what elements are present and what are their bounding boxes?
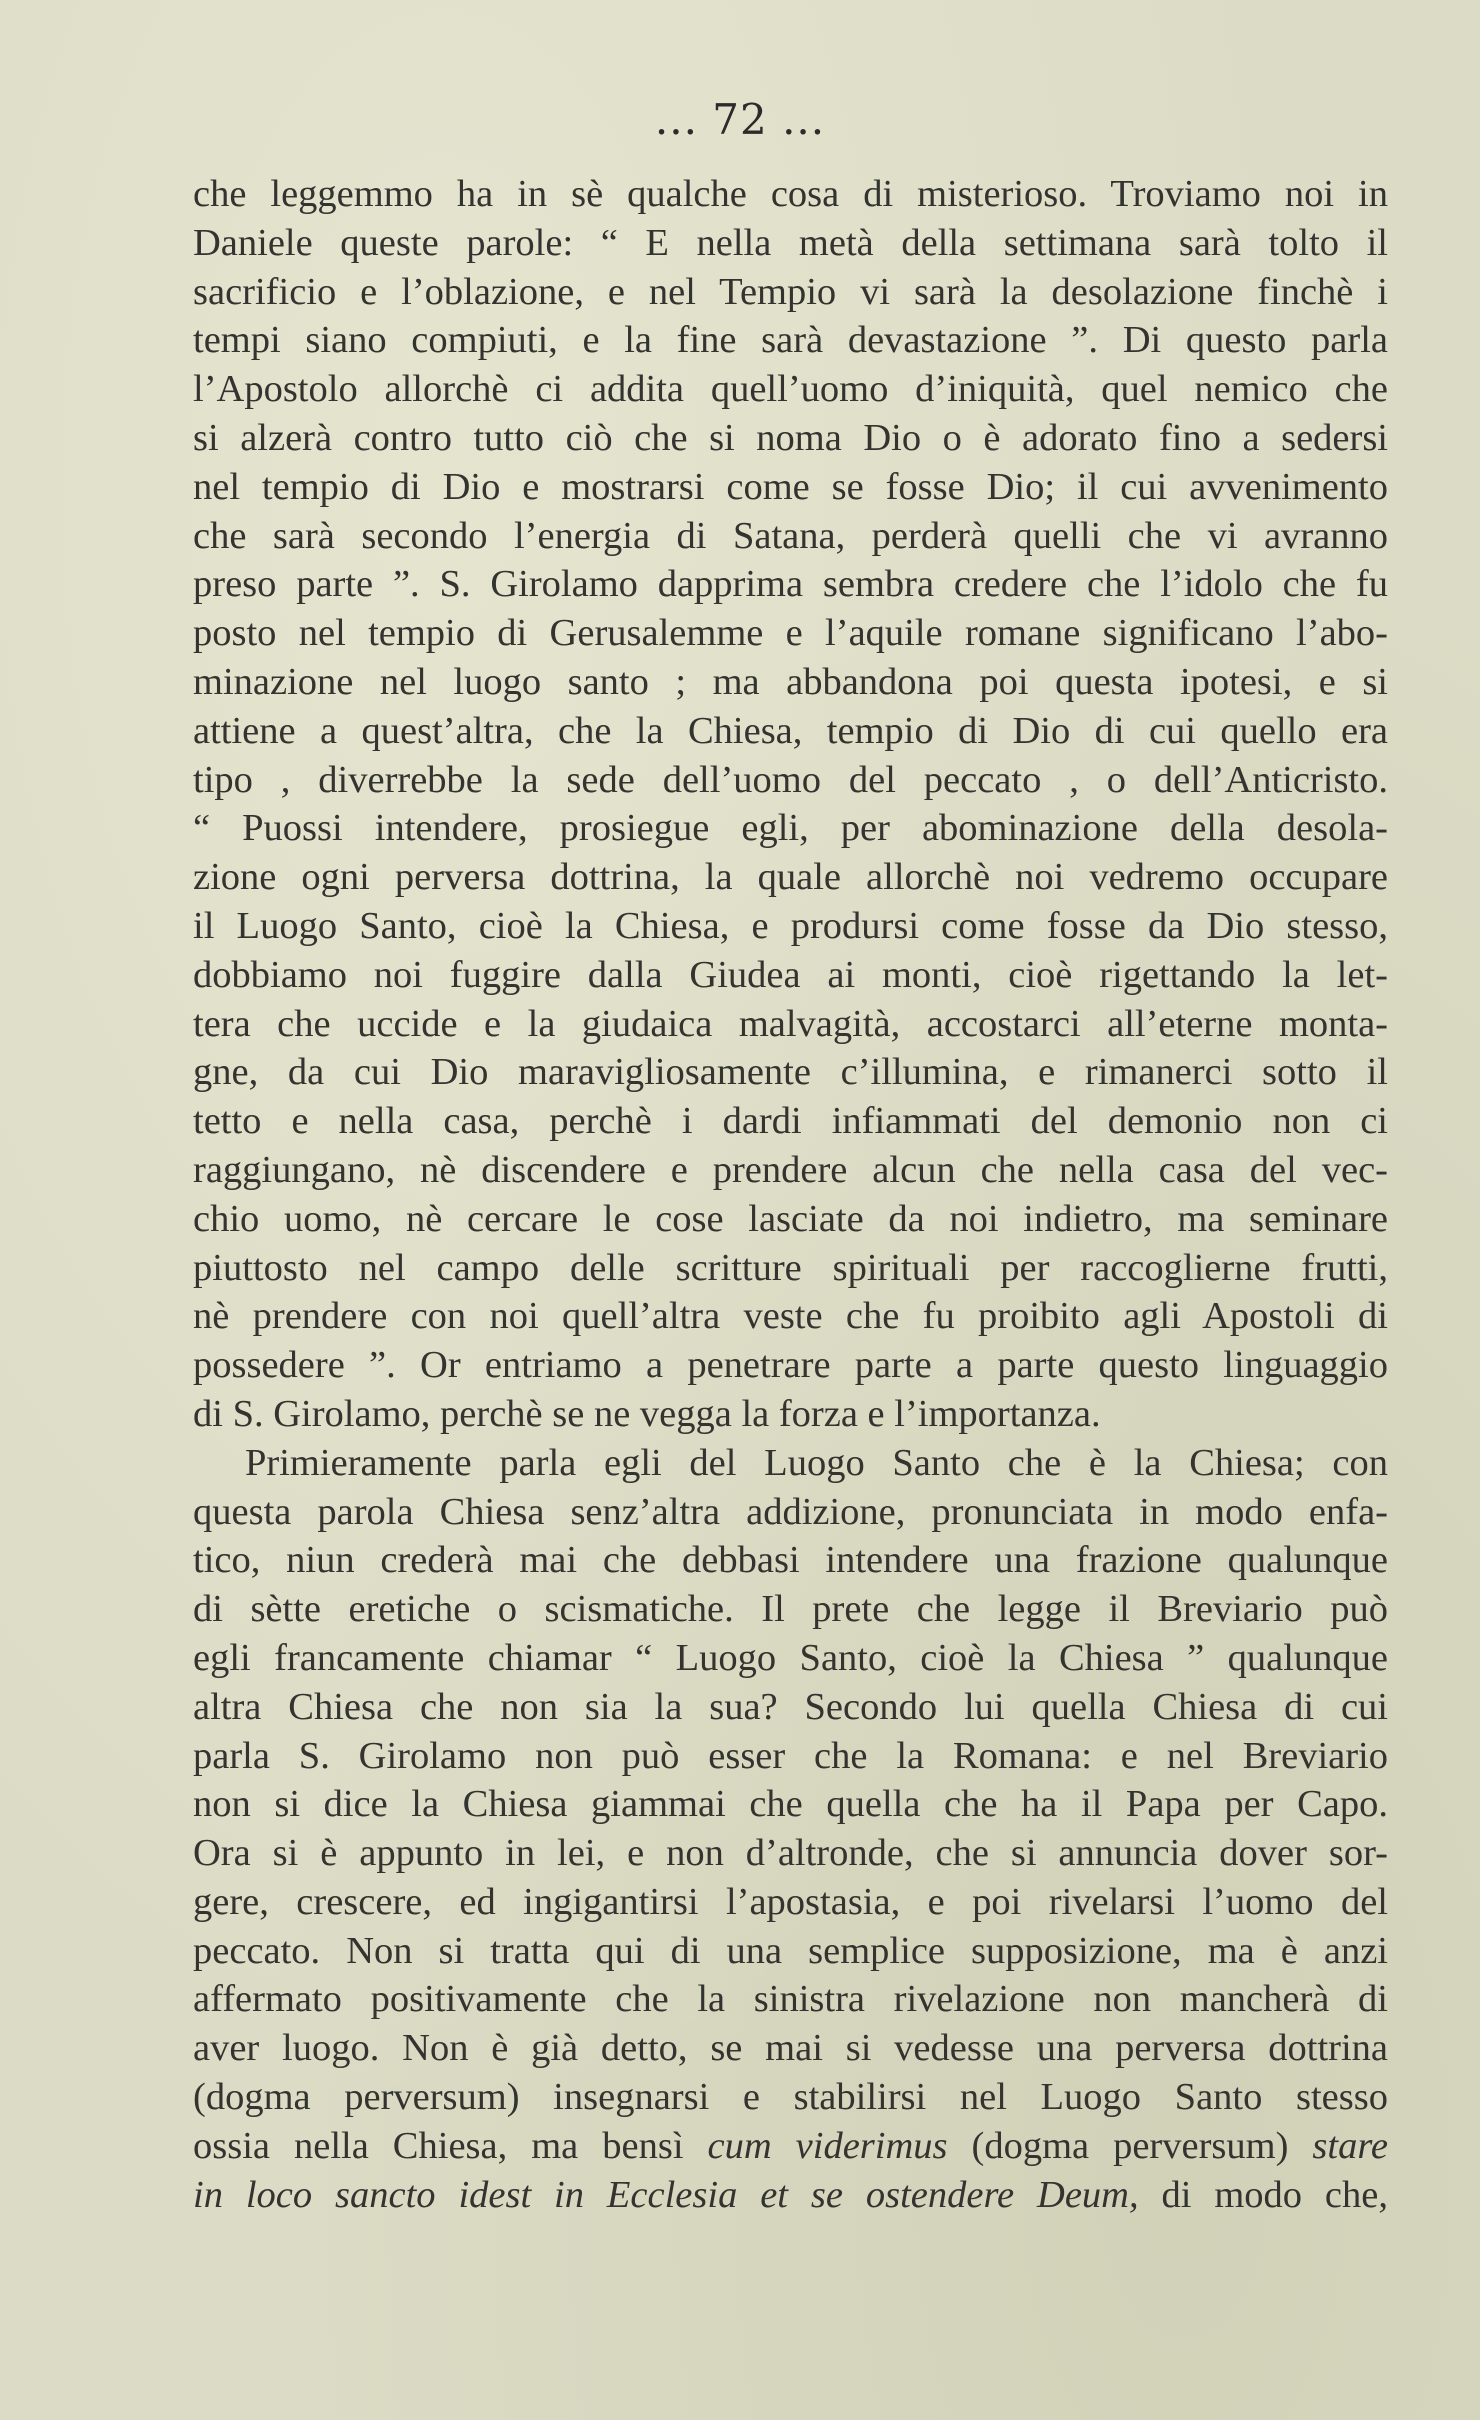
- text-line: raggiungano, nè discendere e prendere alcun che nella casa del vec-: [193, 1148, 1388, 1191]
- text-line: tempi siano compiuti, e la fine sarà devastazione ”. Di questo parla: [193, 319, 1388, 362]
- text-line: tipo , diverrebbe la sede dell’uomo del peccato , o dell’Anticristo.: [193, 758, 1388, 801]
- text-line: tera che uccide e la giudaica malvagità, accostarci all’eterne monta-: [193, 1002, 1388, 1045]
- text-line: che sarà secondo l’energia di Satana, perderà quelli che vi avranno: [193, 514, 1388, 557]
- text-line: posto nel tempio di Gerusalemme e l’aquile romane significano l’abo-: [193, 612, 1388, 655]
- latin-italic-phrase: stare: [1312, 2124, 1388, 2167]
- text-line: non si dice la Chiesa giammai che quella che ha il Papa per Capo.: [193, 1783, 1388, 1826]
- text-line: parla S. Girolamo non può esser che la Romana: e nel Breviario: [193, 1734, 1388, 1777]
- text-line: possedere ”. Or entriamo a penetrare parte a parte questo linguaggio: [193, 1344, 1388, 1387]
- text-line: di sètte eretiche o scismatiche. Il prete che legge il Breviario può: [193, 1588, 1388, 1631]
- text-line: si alzerà contro tutto ciò che si noma Dio o è adorato fino a sedersi: [193, 416, 1388, 459]
- text-line: (dogma perversum) insegnarsi e stabilirsi nel Luogo Santo stesso: [193, 2076, 1388, 2119]
- text-line: tetto e nella casa, perchè i dardi infiammati del demonio non ci: [193, 1100, 1388, 1143]
- text-line: Daniele queste parole: “ E nella metà della settimana sarà tolto il: [193, 221, 1388, 264]
- body-text: [193, 170, 1388, 2219]
- text-line: zione ogni perversa dottrina, la quale allorchè noi vedremo occupare: [193, 856, 1388, 899]
- text-line: questa parola Chiesa senz’altra addizione, pronunciata in modo enfa-: [193, 1490, 1388, 1533]
- text-line: piuttosto nel campo delle scritture spirituali per raccoglierne frutti,: [193, 1246, 1388, 1289]
- text-line: dobbiamo noi fuggire dalla Giudea ai monti, cioè rigettando la let-: [193, 953, 1388, 996]
- text-line: chio uomo, nè cercare le cose lasciate da noi indietro, ma seminare: [193, 1197, 1388, 1240]
- text-line: minazione nel luogo santo ; ma abbandona poi questa ipotesi, e si: [193, 660, 1388, 703]
- text-line: di S. Girolamo, perchè se ne vegga la forza e l’importanza.: [193, 1392, 1101, 1435]
- text-segment: di modo che,: [1138, 2173, 1388, 2216]
- text-segment: ossia nella Chiesa, ma bensì: [193, 2124, 708, 2167]
- text-line: gne, da cui Dio maravigliosamente c’illumina, e rimanerci sotto il: [193, 1051, 1388, 1094]
- text-line: peccato. Non si tratta qui di una semplice supposizione, ma è anzi: [193, 1929, 1388, 1972]
- text-line: aver luogo. Non è già detto, se mai si vedesse una perversa dottrina: [193, 2027, 1388, 2070]
- text-line: attiene a quest’altra, che la Chiesa, tempio di Dio di cui quello era: [193, 709, 1388, 752]
- text-line: “ Puossi intendere, prosiegue egli, per abominazione della desola-: [193, 807, 1388, 850]
- text-line: il Luogo Santo, cioè la Chiesa, e prodursi come fosse da Dio stesso,: [193, 904, 1388, 947]
- paragraph-first-line: Primieramente parla egli del Luogo Santo che è la Chiesa; con: [245, 1441, 1388, 1484]
- text-segment: (dogma perversum): [947, 2124, 1313, 2167]
- latin-italic-phrase: in loco sancto idest in Ecclesia et se ostendere Deum,: [193, 2173, 1139, 2216]
- text-line: gere, crescere, ed ingigantirsi l’apostasia, e poi rivelarsi l’uomo del: [193, 1880, 1388, 1923]
- text-line: l’Apostolo allorchè ci addita quell’uomo d’iniquità, quel nemico che: [193, 368, 1388, 411]
- text-line: egli francamente chiamar “ Luogo Santo, cioè la Chiesa ” qualunque: [193, 1636, 1388, 1679]
- latin-italic-phrase: cum viderimus: [707, 2124, 948, 2167]
- text-line-mixed: [193, 2122, 1388, 2171]
- text-line-mixed: [193, 2171, 1388, 2220]
- text-line: nè prendere con noi quell’altra veste che fu proibito agli Apostoli di: [193, 1295, 1388, 1338]
- text-line: che leggemmo ha in sè qualche cosa di misterioso. Troviamo noi in: [193, 173, 1388, 215]
- text-line: sacrificio e l’oblazione, e nel Tempio vi sarà la desolazione finchè i: [193, 270, 1388, 313]
- text-line: altra Chiesa che non sia la sua? Secondo lui quella Chiesa di cui: [193, 1685, 1388, 1728]
- text-line: nel tempio di Dio e mostrarsi come se fosse Dio; il cui avvenimento: [193, 465, 1388, 508]
- text-line: affermato positivamente che la sinistra rivelazione non mancherà di: [193, 1978, 1388, 2021]
- text-line: Ora si è appunto in lei, e non d’altronde, che si annuncia dover sor-: [193, 1832, 1388, 1875]
- text-line: tico, niun crederà mai che debbasi intendere una frazione qualunque: [193, 1539, 1388, 1582]
- text-line: preso parte ”. S. Girolamo dapprima sembra credere che l’idolo che fu: [193, 563, 1388, 606]
- page-number-header: ... 72 ...: [654, 95, 826, 144]
